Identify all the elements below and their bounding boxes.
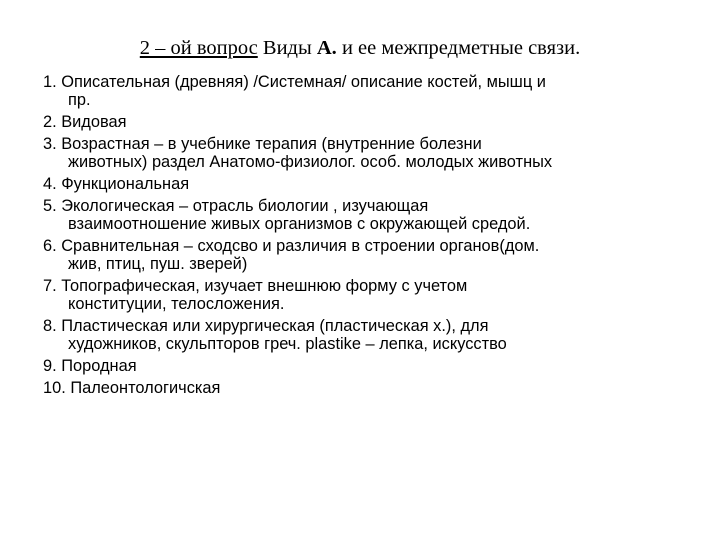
list-item-continuation: жив, птиц, пуш. зверей) — [68, 255, 248, 273]
list-item-line: 5. Экологическая – отрасль биологии , изучающая — [43, 197, 429, 215]
list-item-continuation: пр. — [68, 91, 91, 109]
list-item — [43, 277, 683, 313]
list-item — [43, 135, 683, 171]
slide-title — [0, 36, 720, 60]
list-item-line: 4. Функциональная — [43, 175, 190, 193]
anatomy-types-list — [43, 73, 683, 401]
list-item-line: 6. Сравнительная – сходсво и различия в строении органов(дом. — [43, 237, 540, 255]
list-item — [43, 113, 683, 131]
list-item-line: 3. Возрастная – в учебнике терапия (внутренние болезни — [43, 135, 482, 153]
list-item-continuation: конституции, телосложения. — [68, 295, 285, 313]
list-item-line: 9. Породная — [43, 357, 137, 375]
list-item-line: 2. Видовая — [43, 113, 127, 131]
list-item-line: 8. Пластическая или хирургическая (пластическая х.), для — [43, 317, 489, 335]
list-item — [43, 357, 683, 375]
list-item-line: 7. Топографическая, изучает внешнюю форму с учетом — [43, 277, 468, 295]
list-item — [43, 197, 683, 233]
list-item-line: 1. Описательная (древняя) /Системная/ описание костей, мышц и — [43, 73, 546, 91]
title-rest: и ее межпредметные связи. — [336, 37, 581, 59]
list-item — [43, 175, 683, 193]
list-item — [43, 237, 683, 273]
title-abbreviation: А. — [316, 37, 337, 59]
list-item-continuation: животных) раздел Анатомо-физиолог. особ. молодых животных — [68, 153, 553, 171]
title-question-number: 2 – ой вопрос — [139, 37, 258, 59]
list-item — [43, 317, 683, 353]
list-item — [43, 379, 683, 397]
list-item — [43, 73, 683, 109]
list-item-line: 10. Палеонтологичская — [43, 379, 221, 397]
title-middle: Виды — [257, 37, 317, 59]
list-item-continuation: взаимоотношение живых организмов с окружающей средой. — [68, 215, 531, 233]
list-item-continuation: художников, скульпторов греч. plastike – лепка, искусство — [68, 335, 507, 353]
